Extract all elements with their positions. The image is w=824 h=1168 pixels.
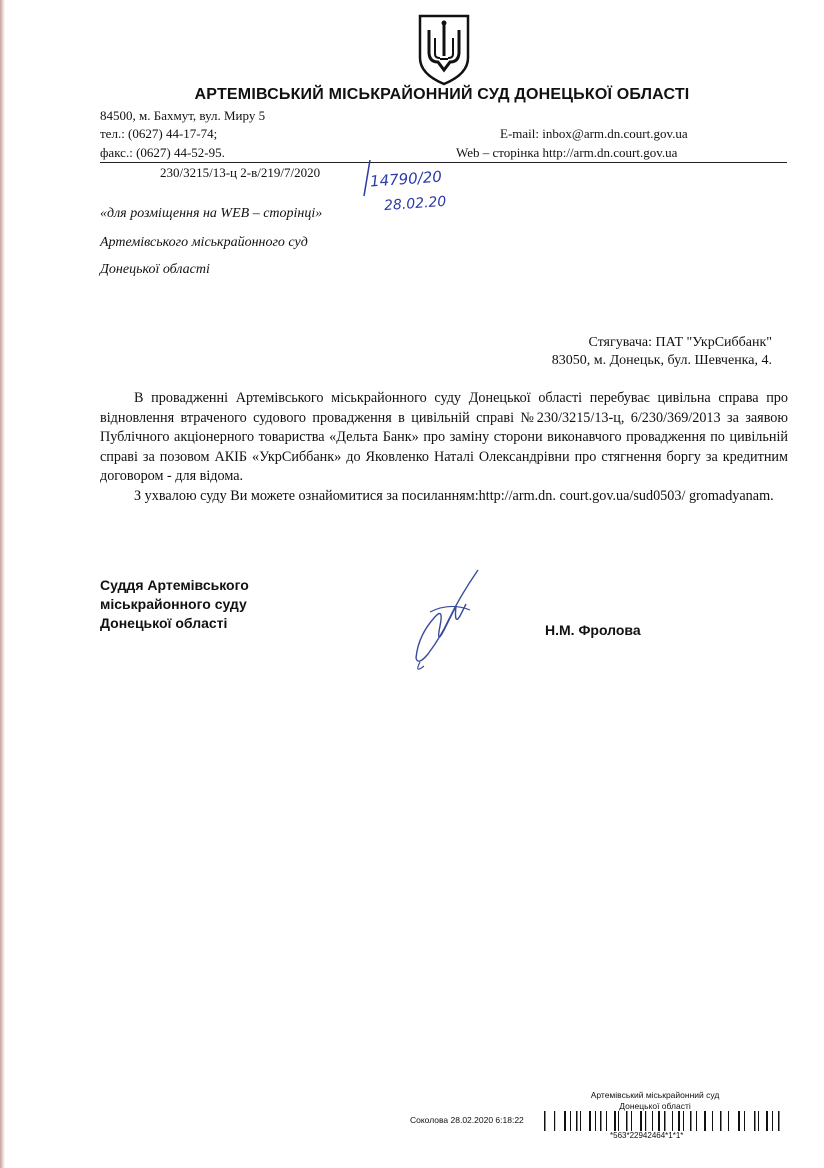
footer-user-stamp: Соколова 28.02.2020 6:18:22: [410, 1115, 524, 1125]
placement-note: «для розміщення на WEB – сторінці»: [100, 206, 323, 221]
barcode: [544, 1111, 780, 1131]
barcode-number: *563*22942464*1*1*: [610, 1131, 684, 1140]
body-paragraph: В провадженні Артемівського міськрайонного суду Донецької області перебуває цивільна справа про відновлення втраченого судового провадження в цивільній справі №230/3215/13-ц, 6/230/369/2013 за заявою Публічного акціонерного товариства «Дельта Банк» про заміну сторони виконавчого провадження по цивільній справі за позовом АКІБ «УкрСиббанк» до Яковленко Наталі Олександрівни про стягнення боргу за кредитним договором - для відома.: [100, 390, 788, 484]
placement-court: Артемівського міськрайонного суд: [100, 235, 308, 250]
court-phone: тел.: (0627) 44-17-74;: [100, 126, 218, 141]
handwritten-stamp-date: 28.02.20: [383, 193, 447, 215]
recipient-name: Стягувача: ПАТ "УкрСиббанк": [588, 335, 772, 350]
handwritten-stamp-number: 14790/20: [369, 167, 443, 191]
court-fax: факс.: (0627) 44-52-95.: [100, 145, 225, 160]
footer-court-label: Артемівський міськрайонний суд Донецької області: [590, 1090, 720, 1111]
court-address: 84500, м. Бахмут, вул. Миру 5: [100, 108, 266, 123]
judge-name: Н.М. Фролова: [545, 622, 641, 638]
page-edge: [0, 0, 5, 1168]
letter-body: [100, 389, 788, 506]
court-name-heading: АРТЕМІВСЬКИЙ МІСЬКРАЙОННИЙ СУД ДОНЕЦЬКОЇ ОБЛАСТІ: [194, 86, 690, 103]
body-paragraph-link: З ухвалою суду Ви можете ознайомитися за посиланням:http://arm.dn. court.gov.ua/sud0503/ gromadyanam.: [134, 487, 774, 504]
recipient-address: 83050, м. Донецьк, бул. Шевченка, 4.: [551, 353, 772, 368]
court-web: Web – сторінка http://arm.dn.court.gov.ua: [456, 145, 678, 160]
placement-region: Донецької області: [100, 262, 210, 277]
court-email: E-mail: inbox@arm.dn.court.gov.ua: [500, 126, 688, 141]
handwritten-signature: [400, 566, 500, 676]
judge-title: Суддя Артемівського міськрайонного суду Донецької області: [100, 577, 249, 631]
header-divider: [100, 162, 787, 163]
registration-number: 230/3215/13-ц 2-в/219/7/2020: [160, 165, 321, 180]
coat-of-arms-emblem: [414, 12, 474, 86]
